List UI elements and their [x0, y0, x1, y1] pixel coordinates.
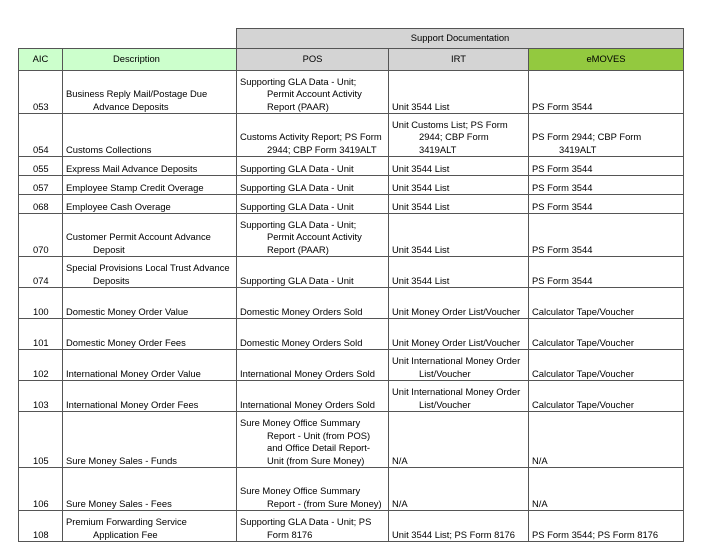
support-documentation-header: Support Documentation: [237, 29, 684, 49]
emoves-cell: [529, 319, 684, 350]
emoves-cell: [529, 350, 684, 381]
irt-cell: [389, 257, 529, 288]
table-row: [19, 176, 684, 195]
irt-cell-text: Unit International Money Order List/Voucher: [392, 355, 521, 379]
emoves-cell: [529, 71, 684, 114]
description-cell: [63, 381, 237, 412]
pos-cell-text: Supporting GLA Data - Unit: [240, 162, 354, 174]
description-cell: [63, 511, 237, 542]
pos-cell-text: Supporting GLA Data - Unit; Permit Account Activity Report (PAAR): [240, 218, 362, 255]
table-row: [19, 157, 684, 176]
description-cell: [63, 195, 237, 214]
irt-cell-text: Unit 3544 List: [392, 200, 450, 212]
irt-cell: [389, 176, 529, 195]
description-cell: [63, 176, 237, 195]
description-cell: [63, 71, 237, 114]
aic-cell-text: 103: [33, 398, 49, 410]
emoves-cell: [529, 412, 684, 468]
table-row: [19, 511, 684, 542]
irt-cell-text: Unit Customs List; PS Form 2944; CBP Form 3419ALT: [392, 118, 508, 155]
emoves-cell-text: PS Form 3544: [532, 243, 593, 255]
emoves-cell-text: PS Form 3544: [532, 162, 593, 174]
irt-cell-text: Unit International Money Order List/Voucher: [392, 386, 521, 410]
irt-cell: [389, 412, 529, 468]
irt-cell-text: Unit Money Order List/Voucher: [392, 305, 521, 317]
emoves-cell-text: PS Form 3544: [532, 200, 593, 212]
emoves-cell: [529, 214, 684, 257]
table-row: [19, 381, 684, 412]
pos-cell-text: Domestic Money Orders Sold: [240, 336, 363, 348]
pos-cell: [237, 412, 389, 468]
emoves-cell: [529, 195, 684, 214]
aic-cell-text: 105: [33, 454, 49, 466]
table-row: [19, 195, 684, 214]
description-cell: [63, 412, 237, 468]
aic-cell-text: 070: [33, 243, 49, 255]
table-row: [19, 350, 684, 381]
emoves-cell-text: PS Form 3544: [532, 274, 593, 286]
aic-cell-text: 054: [33, 143, 49, 155]
table-row: [19, 319, 684, 350]
emoves-cell-text: Calculator Tape/Voucher: [532, 398, 634, 410]
pos-cell: [237, 157, 389, 176]
description-cell-text: International Money Order Value: [66, 367, 201, 379]
description-cell: [63, 214, 237, 257]
irt-cell-text: N/A: [392, 497, 408, 509]
description-cell-text: Business Reply Mail/Postage Due Advance Deposits: [66, 88, 208, 112]
description-cell-text: Customs Collections: [66, 143, 152, 155]
table-row: [19, 412, 684, 468]
pos-cell: [237, 319, 389, 350]
emoves-cell: [529, 257, 684, 288]
table-row: [19, 71, 684, 114]
description-header: Description: [63, 49, 237, 71]
description-cell: [63, 468, 237, 511]
description-cell-text: Sure Money Sales - Funds: [66, 454, 177, 466]
emoves-cell: [529, 468, 684, 511]
description-cell-text: Domestic Money Order Value: [66, 305, 189, 317]
aic-header: AIC: [19, 49, 63, 71]
emoves-cell: [529, 114, 684, 157]
irt-cell-text: Unit Money Order List/Voucher: [392, 336, 521, 348]
aic-cell: [19, 350, 63, 381]
irt-cell: [389, 468, 529, 511]
support-documentation-table: [18, 28, 684, 542]
pos-cell: [237, 511, 389, 542]
irt-cell-text: Unit 3544 List: [392, 243, 450, 255]
description-cell-text: Domestic Money Order Fees: [66, 336, 186, 348]
emoves-cell-text: Calculator Tape/Voucher: [532, 305, 634, 317]
pos-cell-text: Domestic Money Orders Sold: [240, 305, 363, 317]
irt-cell: [389, 381, 529, 412]
irt-cell-text: Unit 3544 List: [392, 181, 450, 193]
irt-cell: [389, 157, 529, 176]
aic-cell-text: 106: [33, 497, 49, 509]
aic-cell: [19, 157, 63, 176]
emoves-cell-text: PS Form 3544: [532, 181, 593, 193]
aic-cell: [19, 288, 63, 319]
aic-cell: [19, 195, 63, 214]
pos-cell: [237, 468, 389, 511]
emoves-cell: [529, 381, 684, 412]
pos-cell-text: Supporting GLA Data - Unit; PS Form 8176: [240, 516, 372, 540]
description-cell-text: Special Provisions Local Trust Advance Deposits: [66, 262, 230, 286]
pos-cell: [237, 195, 389, 214]
table-body: [19, 71, 684, 542]
table-row: [19, 468, 684, 511]
aic-cell-text: 108: [33, 528, 49, 540]
pos-cell: [237, 71, 389, 114]
irt-cell: [389, 350, 529, 381]
aic-cell-text: 057: [33, 181, 49, 193]
pos-cell: [237, 176, 389, 195]
pos-cell-text: International Money Orders Sold: [240, 367, 375, 379]
pos-cell-text: Supporting GLA Data - Unit: [240, 274, 354, 286]
aic-cell-text: 053: [33, 100, 49, 112]
pos-cell-text: Supporting GLA Data - Unit; Permit Account Activity Report (PAAR): [240, 75, 362, 112]
irt-cell: [389, 319, 529, 350]
table-row: [19, 114, 684, 157]
aic-cell: [19, 511, 63, 542]
irt-cell-text: Unit 3544 List; PS Form 8176: [392, 528, 515, 540]
irt-cell-text: Unit 3544 List: [392, 162, 450, 174]
description-cell: [63, 288, 237, 319]
aic-cell-text: 101: [33, 336, 49, 348]
irt-cell: [389, 114, 529, 157]
irt-cell: [389, 511, 529, 542]
emoves-cell: [529, 176, 684, 195]
emoves-cell-text: PS Form 2944; CBP Form 3419ALT: [532, 131, 642, 155]
pos-cell: [237, 257, 389, 288]
irt-cell: [389, 288, 529, 319]
aic-cell: [19, 412, 63, 468]
header-spacer: [19, 29, 237, 49]
pos-cell: [237, 381, 389, 412]
aic-cell: [19, 381, 63, 412]
description-cell: [63, 114, 237, 157]
aic-cell: [19, 114, 63, 157]
description-cell-text: International Money Order Fees: [66, 398, 199, 410]
description-cell-text: Express Mail Advance Deposits: [66, 162, 198, 174]
description-cell-text: Customer Permit Account Advance Deposit: [66, 231, 211, 255]
emoves-cell-text: N/A: [532, 497, 548, 509]
emoves-cell-text: PS Form 3544; PS Form 8176: [532, 528, 659, 540]
table-row: [19, 214, 684, 257]
irt-cell: [389, 195, 529, 214]
pos-header: POS: [237, 49, 389, 71]
pos-cell-text: Sure Money Office Summary Report - Unit (from POS) and Office Detail Report- Unit (from Sure Money): [240, 417, 371, 466]
aic-cell-text: 055: [33, 162, 49, 174]
pos-cell-text: Supporting GLA Data - Unit: [240, 200, 354, 212]
pos-cell-text: Supporting GLA Data - Unit: [240, 181, 354, 193]
table-row: [19, 257, 684, 288]
emoves-cell-text: Calculator Tape/Voucher: [532, 336, 634, 348]
emoves-cell: [529, 511, 684, 542]
pos-cell: [237, 214, 389, 257]
pos-cell-text: Customs Activity Report; PS Form 2944; CBP Form 3419ALT: [240, 131, 382, 155]
aic-cell: [19, 176, 63, 195]
description-cell: [63, 157, 237, 176]
description-cell-text: Employee Stamp Credit Overage: [66, 181, 204, 193]
emoves-cell-text: PS Form 3544: [532, 100, 593, 112]
aic-cell-text: 074: [33, 274, 49, 286]
aic-cell-text: 100: [33, 305, 49, 317]
irt-cell-text: N/A: [392, 454, 408, 466]
emoves-cell: [529, 288, 684, 319]
irt-cell: [389, 214, 529, 257]
description-cell-text: Premium Forwarding Service Application Fee: [66, 516, 187, 540]
irt-cell-text: Unit 3544 List: [392, 100, 450, 112]
emoves-header: eMOVES: [529, 49, 684, 71]
irt-cell-text: Unit 3544 List: [392, 274, 450, 286]
description-cell-text: Employee Cash Overage: [66, 200, 171, 212]
aic-cell: [19, 71, 63, 114]
pos-cell: [237, 350, 389, 381]
irt-cell: [389, 71, 529, 114]
emoves-cell-text: N/A: [532, 454, 548, 466]
pos-cell-text: Sure Money Office Summary Report - (from Sure Money): [240, 485, 382, 509]
description-cell: [63, 257, 237, 288]
aic-cell: [19, 319, 63, 350]
aic-cell: [19, 257, 63, 288]
emoves-cell: [529, 157, 684, 176]
pos-cell-text: International Money Orders Sold: [240, 398, 375, 410]
pos-cell: [237, 114, 389, 157]
aic-cell: [19, 468, 63, 511]
description-cell: [63, 350, 237, 381]
pos-cell: [237, 288, 389, 319]
description-cell-text: Sure Money Sales - Fees: [66, 497, 172, 509]
description-cell: [63, 319, 237, 350]
table-row: [19, 288, 684, 319]
aic-cell-text: 102: [33, 367, 49, 379]
aic-cell-text: 068: [33, 200, 49, 212]
emoves-cell-text: Calculator Tape/Voucher: [532, 367, 634, 379]
aic-cell: [19, 214, 63, 257]
irt-header: IRT: [389, 49, 529, 71]
